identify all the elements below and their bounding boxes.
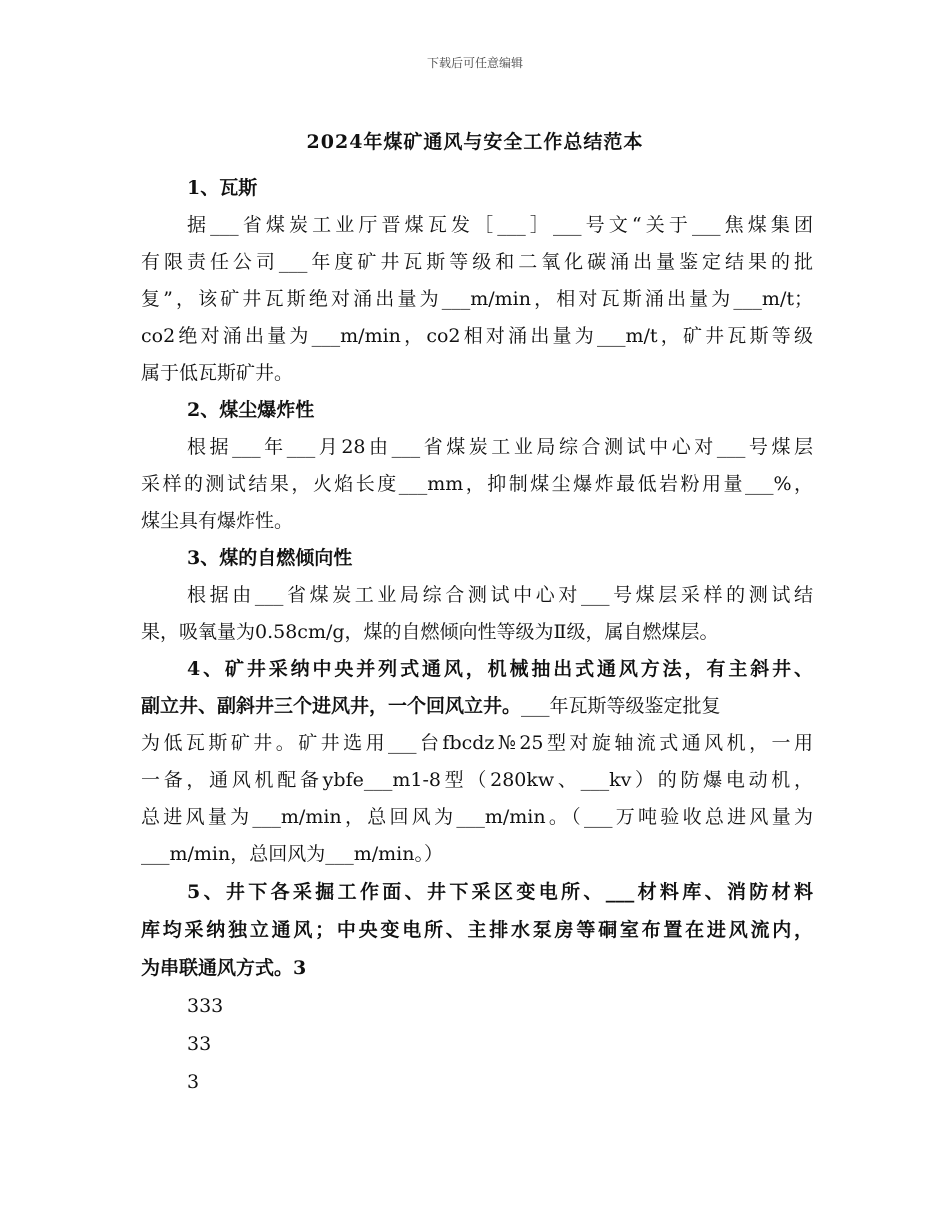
section-heading-spontaneous-combustion: 3、煤的自燃倾向性 (187, 547, 353, 569)
paragraph-line-bold: 为串联通风方式。3 (141, 957, 307, 979)
paragraph-line: 属于低瓦斯矿井。 (141, 362, 294, 384)
paragraph-line: 果，吸氧量为0.58cm/g，煤的自燃倾向性等级为Ⅱ级，属自燃煤层。 (141, 621, 719, 643)
paragraph-line: 采样的测试结果，火焰长度___mm，抑制煤尘爆炸最低岩粉用量___%， (141, 473, 813, 495)
paragraph-line (141, 688, 813, 725)
paragraph-text: ___年瓦斯等级鉴定批复 (521, 695, 721, 717)
section-heading-ventilation: 4、矿井采纳中央并列式通风，机械抽出式通风方法，有主斜井、 (187, 658, 813, 680)
document-body (141, 170, 813, 1101)
paragraph-line: 据___省煤炭工业厅晋煤瓦发［___］___号文“关于___焦煤集团 (187, 214, 813, 236)
paragraph-line: 有限责任公司___年度矿井瓦斯等级和二氧化碳涌出量鉴定结果的批 (141, 251, 813, 273)
paragraph-line: 总进风量为___m/min，总回风为___m/min。（___万吨验收总进风量为 (141, 806, 813, 828)
trailing-number: 3 (187, 1071, 200, 1093)
section-heading-ventilation-cont: 副立井、副斜井三个进风井，一个回风立井。 (141, 695, 522, 717)
paragraph-line: ___m/min，总回风为___m/min。） (141, 843, 443, 865)
paragraph-line: 煤尘具有爆炸性。 (141, 510, 294, 532)
paragraph-line: 根据由___省煤炭工业局综合测试中心对___号煤层采样的测试结 (187, 584, 813, 606)
paragraph-line: 为低瓦斯矿井。矿井选用___台fbcdz№25型对旋轴流式通风机，一用 (141, 732, 813, 754)
trailing-number: 33 (187, 1033, 212, 1055)
paragraph-line: 复”，该矿井瓦斯绝对涌出量为___m/min，相对瓦斯涌出量为___m/t； (141, 288, 813, 310)
paragraph-line: co2绝对涌出量为___m/min，co2相对涌出量为___m/t，矿井瓦斯等级 (141, 325, 813, 347)
paragraph-line: 一备，通风机配备ybfe___m1-8型（280kw、___kv）的防爆电动机， (141, 769, 813, 791)
page-header-note: 下载后可任意编辑 (426, 56, 523, 70)
section-heading-independent-ventilation: 5、井下各采掘工作面、井下采区变电所、___材料库、消防材料 (187, 881, 813, 903)
section-heading-coal-dust: 2、煤尘爆炸性 (187, 399, 315, 421)
document-title: 2024年煤矿通风与安全工作总结范本 (306, 131, 644, 153)
paragraph-line-bold: 库均采纳独立通风；中央变电所、主排水泵房等硐室布置在进风流内， (141, 919, 813, 941)
trailing-number: 333 (187, 995, 224, 1017)
paragraph-line: 根据___年___月28由___省煤炭工业局综合测试中心对___号煤层 (187, 436, 813, 458)
section-heading-gas: 1、瓦斯 (187, 177, 258, 199)
